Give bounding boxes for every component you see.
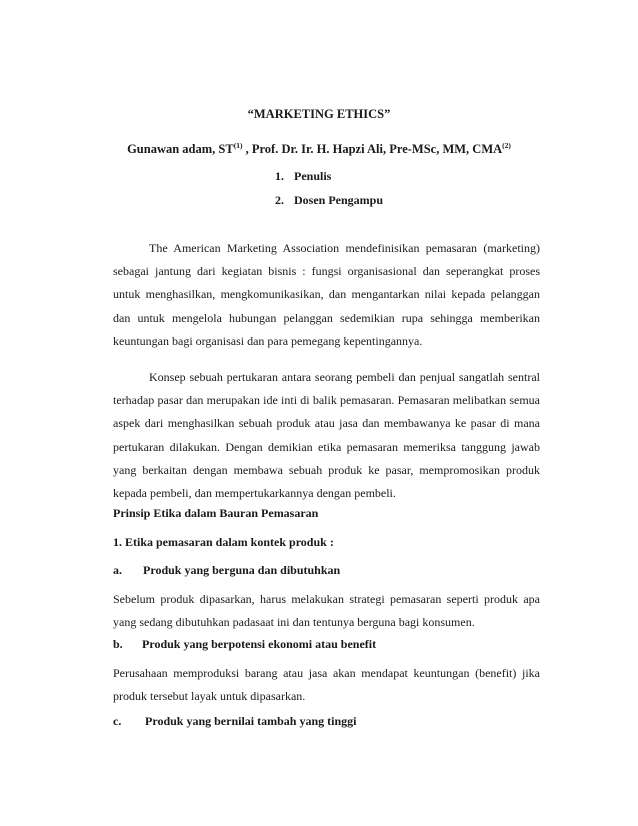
item-label-a: a.: [113, 563, 122, 577]
paragraph-item-b: Perusahaan memproduksi barang atau jasa akan mendapat keuntungan (benefit) jika produk tersebut layak untuk dipasarkan.: [113, 666, 540, 704]
paragraph-item-a: Sebelum produk dipasarkan, harus melakukan strategi pemasaran seperti produk apa yang sedang dibutuhkan padasaat ini dan tentunya berguna bagi konsumen.: [113, 592, 540, 630]
item-title-b: Produk yang berpotensi ekonomi atau benefit: [142, 637, 377, 651]
section-heading-principles: Prinsip Etika dalam Bauran Pemasaran: [113, 506, 319, 520]
item-heading-c: [113, 714, 357, 729]
item-heading-b: [113, 637, 376, 652]
role-item: [275, 169, 383, 193]
author-1-ref: (1): [233, 141, 243, 150]
item-title-c: Produk yang bernilai tambah yang tinggi: [145, 714, 357, 728]
doc-title: “MARKETING ETHICS”: [247, 107, 391, 121]
author-roles-list: [275, 169, 383, 217]
role-item: [275, 193, 383, 217]
subheading-product-ethics: 1. Etika pemasaran dalam kontek produk :: [113, 535, 334, 549]
author-line: [0, 141, 638, 157]
role-label: Penulis: [294, 169, 332, 183]
role-label: Dosen Pengampu: [294, 193, 384, 207]
item-title-a: Produk yang berguna dan dibutuhkan: [143, 563, 341, 577]
paragraph-concept: Konsep sebuah pertukaran antara seorang pembeli dan penjual sangatlah sentral terhadap pasar dan merupakan ide inti di balik pemasaran. Pemasaran melibatkan semua aspek dari menghasilkan sebuah produk atau jasa dan membawanya ke pasar di mana pertukaran dilakukan. Dengan demikian etika pemasaran memeriksa tanggung jawab yang berkaitan dengan membawa sebuah produk ke pasar, mempromosikan produk kepada pembeli, dan mempertukarkannya dengan pembeli.: [113, 370, 540, 501]
author-2-ref: (2): [502, 141, 511, 150]
item-label-b: b.: [113, 637, 123, 651]
author-1: Gunawan adam, ST: [127, 142, 234, 156]
author-2: , Prof. Dr. Ir. H. Hapzi Ali, Pre-MSc, MM, CMA: [242, 142, 503, 156]
role-number: 2.: [275, 193, 284, 207]
paragraph-intro: The American Marketing Association mendefinisikan pemasaran (marketing) sebagai jantung dari kegiatan bisnis : fungsi organisasional dan seperangkat proses untuk menghasilkan, mengkomunikasikan, dan mengantarkan nilai kepada pelanggan dan untuk mengelola hubungan pelanggan sedemikian rupa sehingga memberikan keuntungan bagi organisasi dan para pemegang kepentingannya.: [113, 241, 540, 348]
role-number: 1.: [275, 169, 284, 183]
item-heading-a: [113, 563, 340, 578]
item-label-c: c.: [113, 714, 122, 728]
